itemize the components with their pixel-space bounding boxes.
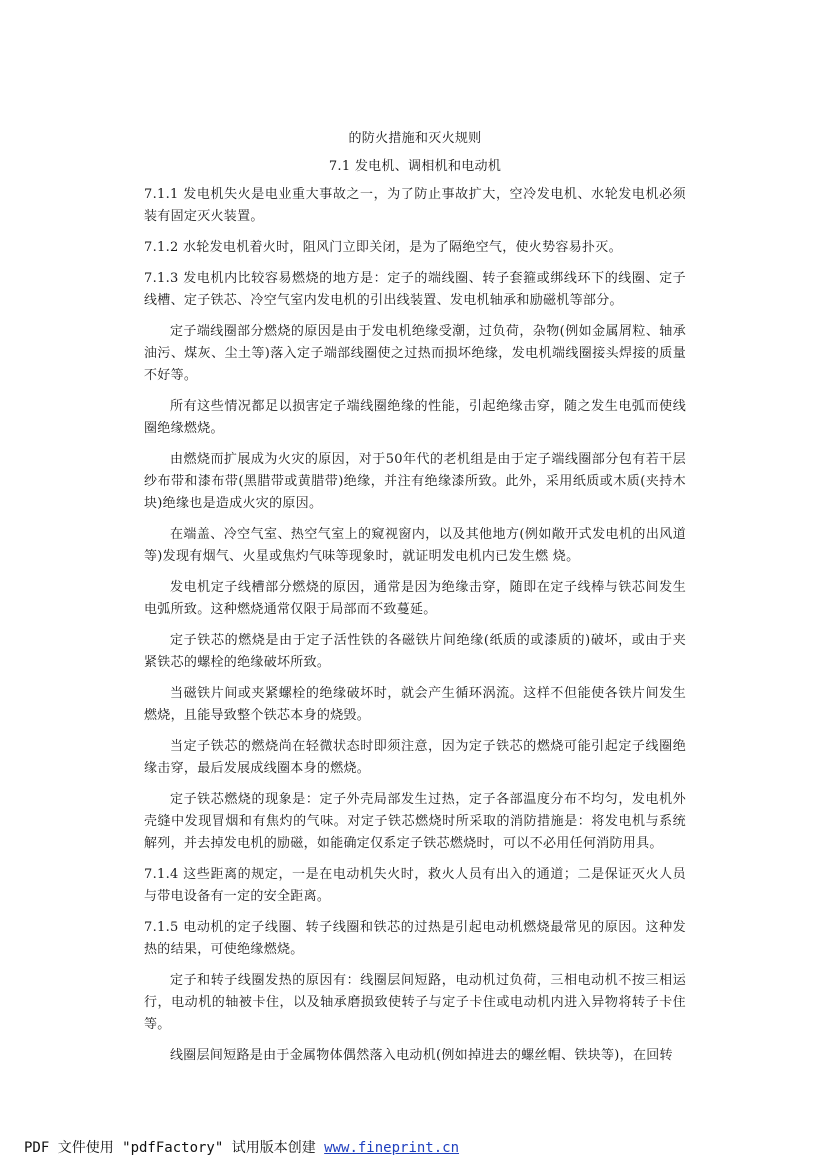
body-paragraph: 线圈层间短路是由于金属物体偶然落入电动机(例如掉进去的螺丝帽、铁块等)，在回转 <box>170 1048 673 1063</box>
document-title: 的防火措施和灭火规则 <box>348 131 482 146</box>
body-paragraph: 在端盖、冷空气室、热空气室上的窥视窗内，以及其他地方(例如敞开式发电机的出风道等)发现有烟气、火星或焦灼气味等现象时，就证明发电机内已发生燃 烧。 <box>144 527 686 564</box>
body-paragraph: 7.1.4 这些距离的规定，一是在电动机失火时，救火人员有出入的通道；二是保证灭火人员与带电设备有一定的安全距离。 <box>144 867 686 904</box>
pdf-footer <box>24 1137 459 1157</box>
body-paragraph: 7.1.2 水轮发电机着火时，阻风门立即关闭，是为了隔绝空气，使火势容易扑灭。 <box>144 240 622 255</box>
section-title: 7.1 发电机、调相机和电动机 <box>328 159 502 174</box>
body-paragraph: 发电机定子线槽部分燃烧的原因，通常是因为绝缘击穿，随即在定子线棒与铁芯间发生电弧所致。这种燃烧通常仅限于局部而不致蔓延。 <box>144 580 686 617</box>
body-paragraph: 定子铁芯燃烧的现象是：定子外壳局部发生过热，定子各部温度分布不均匀，发电机外壳缝中发现冒烟和有焦灼的气味。对定子铁芯燃烧时所采取的消防措施是：将发电机与系统解列，并去掉发电机的励磁，如能确定仅系定子铁芯燃烧时，可以不必用任何消防用具。 <box>144 792 686 851</box>
body-paragraph: 定子铁芯的燃烧是由于定子活性铁的各磁铁片间绝缘(纸质的或漆质的)破坏，或由于夹紧铁芯的螺栓的绝缘破坏所致。 <box>144 633 686 670</box>
body-paragraph: 当定子铁芯的燃烧尚在轻微状态时即须注意，因为定子铁芯的燃烧可能引起定子线圈绝缘击穿，最后发展成线圈本身的燃烧。 <box>144 739 686 776</box>
body-paragraph: 当磁铁片间或夹紧螺栓的绝缘破坏时，就会产生循环涡流。这样不但能使各铁片间发生燃烧，且能导致整个铁芯本身的烧毁。 <box>144 686 686 723</box>
document-page <box>144 126 686 1076</box>
body-paragraph: 7.1.3 发电机内比较容易燃烧的地方是：定子的端线圈、转子套箍或绑线环下的线圈、定子线槽、定子铁芯、冷空气室内发电机的引出线装置、发电机轴承和励磁机等部分。 <box>144 271 686 308</box>
footer-link[interactable]: www.fineprint.cn <box>324 1140 460 1156</box>
footer-text: PDF 文件使用 "pdfFactory" 试用版本创建 <box>24 1140 325 1156</box>
body-paragraph: 由燃烧而扩展成为火灾的原因，对于50年代的老机组是由于定子端线圈部分包有若干层纱布带和漆布带(黑腊带或黄腊带)绝缘，并注有绝缘漆所致。此外，采用纸质或木质(夹持木块)绝缘也是造成火灾的原因。 <box>144 452 686 511</box>
body-paragraph: 定子和转子线圈发热的原因有：线圈层间短路，电动机过负荷，三相电动机不按三相运行，电动机的轴被卡住，以及轴承磨损致使转子与定子卡住或电动机内进入异物将转子卡住等。 <box>144 973 686 1032</box>
body-paragraph: 定子端线圈部分燃烧的原因是由于发电机绝缘受潮，过负荷，杂物(例如金属屑粒、轴承油污、煤灰、尘土等)落入定子端部线圈使之过热而损坏绝缘，发电机端线圈接头焊接的质量不好等。 <box>144 324 686 383</box>
body-paragraph: 7.1.1 发电机失火是电业重大事故之一，为了防止事故扩大，空冷发电机、水轮发电机必须装有固定灭火装置。 <box>144 187 686 224</box>
paragraph-list <box>144 184 686 1067</box>
body-paragraph: 所有这些情况都足以损害定子端线圈绝缘的性能，引起绝缘击穿，随之发生电弧而使线圈绝缘燃烧。 <box>144 399 686 436</box>
body-paragraph: 7.1.5 电动机的定子线圈、转子线圈和铁芯的过热是引起电动机燃烧最常见的原因。这种发热的结果，可使绝缘燃烧。 <box>144 920 686 957</box>
